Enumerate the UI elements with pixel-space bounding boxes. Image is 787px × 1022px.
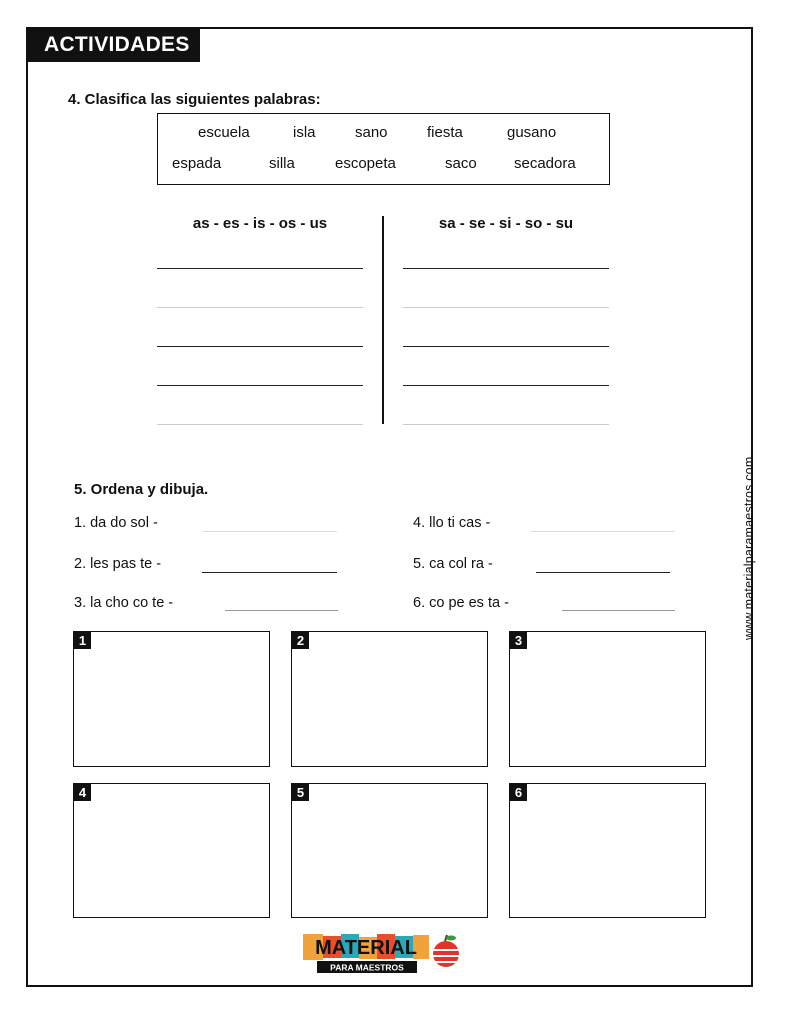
activities-tab: ACTIVIDADES [26, 27, 200, 62]
answer-line[interactable] [562, 610, 675, 611]
writing-line[interactable] [403, 385, 609, 386]
word: secadora [514, 155, 576, 172]
box-number: 3 [510, 632, 527, 649]
syllable-item: 1. da do sol - [74, 515, 158, 531]
left-column-header: as - es - is - os - us [192, 215, 328, 232]
word: sano [355, 124, 388, 141]
answer-line[interactable] [530, 531, 675, 532]
box-number: 5 [292, 784, 309, 801]
writing-line[interactable] [157, 268, 363, 269]
word-bank [157, 113, 610, 185]
writing-line[interactable] [403, 268, 609, 269]
website-url: www.materialparamaestros.com [742, 456, 756, 640]
section4-title: 4. Clasifica las siguientes palabras: [68, 91, 321, 108]
column-divider [382, 216, 384, 424]
right-column-header: sa - se - si - so - su [438, 215, 574, 232]
writing-line[interactable] [157, 307, 363, 308]
drawing-box-2[interactable] [291, 631, 488, 767]
writing-line[interactable] [157, 346, 363, 347]
syllable-item: 2. les pas te - [74, 556, 162, 572]
drawing-box-6[interactable] [509, 783, 706, 918]
answer-line[interactable] [202, 531, 337, 532]
box-number: 6 [510, 784, 527, 801]
writing-line[interactable] [157, 385, 363, 386]
word: silla [269, 155, 295, 172]
word: espada [172, 155, 222, 172]
drawing-box-1[interactable] [73, 631, 270, 767]
syllable-item: 3. la cho co te - [74, 595, 174, 611]
writing-line[interactable] [403, 307, 609, 308]
apple-icon [433, 935, 459, 967]
word: fiesta [427, 124, 463, 141]
logo-main-text: MATERIAL [315, 937, 417, 959]
logo-sub-text: PARA MAESTROS [330, 962, 404, 973]
drawing-box-5[interactable] [291, 783, 488, 918]
syllable-item: 5. ca col ra - [413, 556, 493, 572]
section5-title: 5. Ordena y dibuja. [74, 481, 209, 498]
word: escuela [198, 124, 250, 141]
answer-line[interactable] [225, 610, 338, 611]
box-number: 1 [74, 632, 91, 649]
syllable-item: 6. co pe es ta - [413, 595, 509, 611]
drawing-box-3[interactable] [509, 631, 706, 767]
syllable-item: 4. llo ti cas - [413, 515, 491, 531]
word: isla [293, 124, 316, 141]
drawing-box-4[interactable] [73, 783, 270, 918]
writing-line[interactable] [157, 424, 363, 425]
box-number: 4 [74, 784, 91, 801]
answer-line[interactable] [202, 572, 337, 573]
answer-line[interactable] [536, 572, 670, 573]
writing-line[interactable] [403, 346, 609, 347]
writing-line[interactable] [403, 424, 609, 425]
word: gusano [507, 124, 557, 141]
material-para-maestros-logo [303, 932, 463, 976]
box-number: 2 [292, 632, 309, 649]
word: escopeta [335, 155, 396, 172]
word: saco [445, 155, 477, 172]
